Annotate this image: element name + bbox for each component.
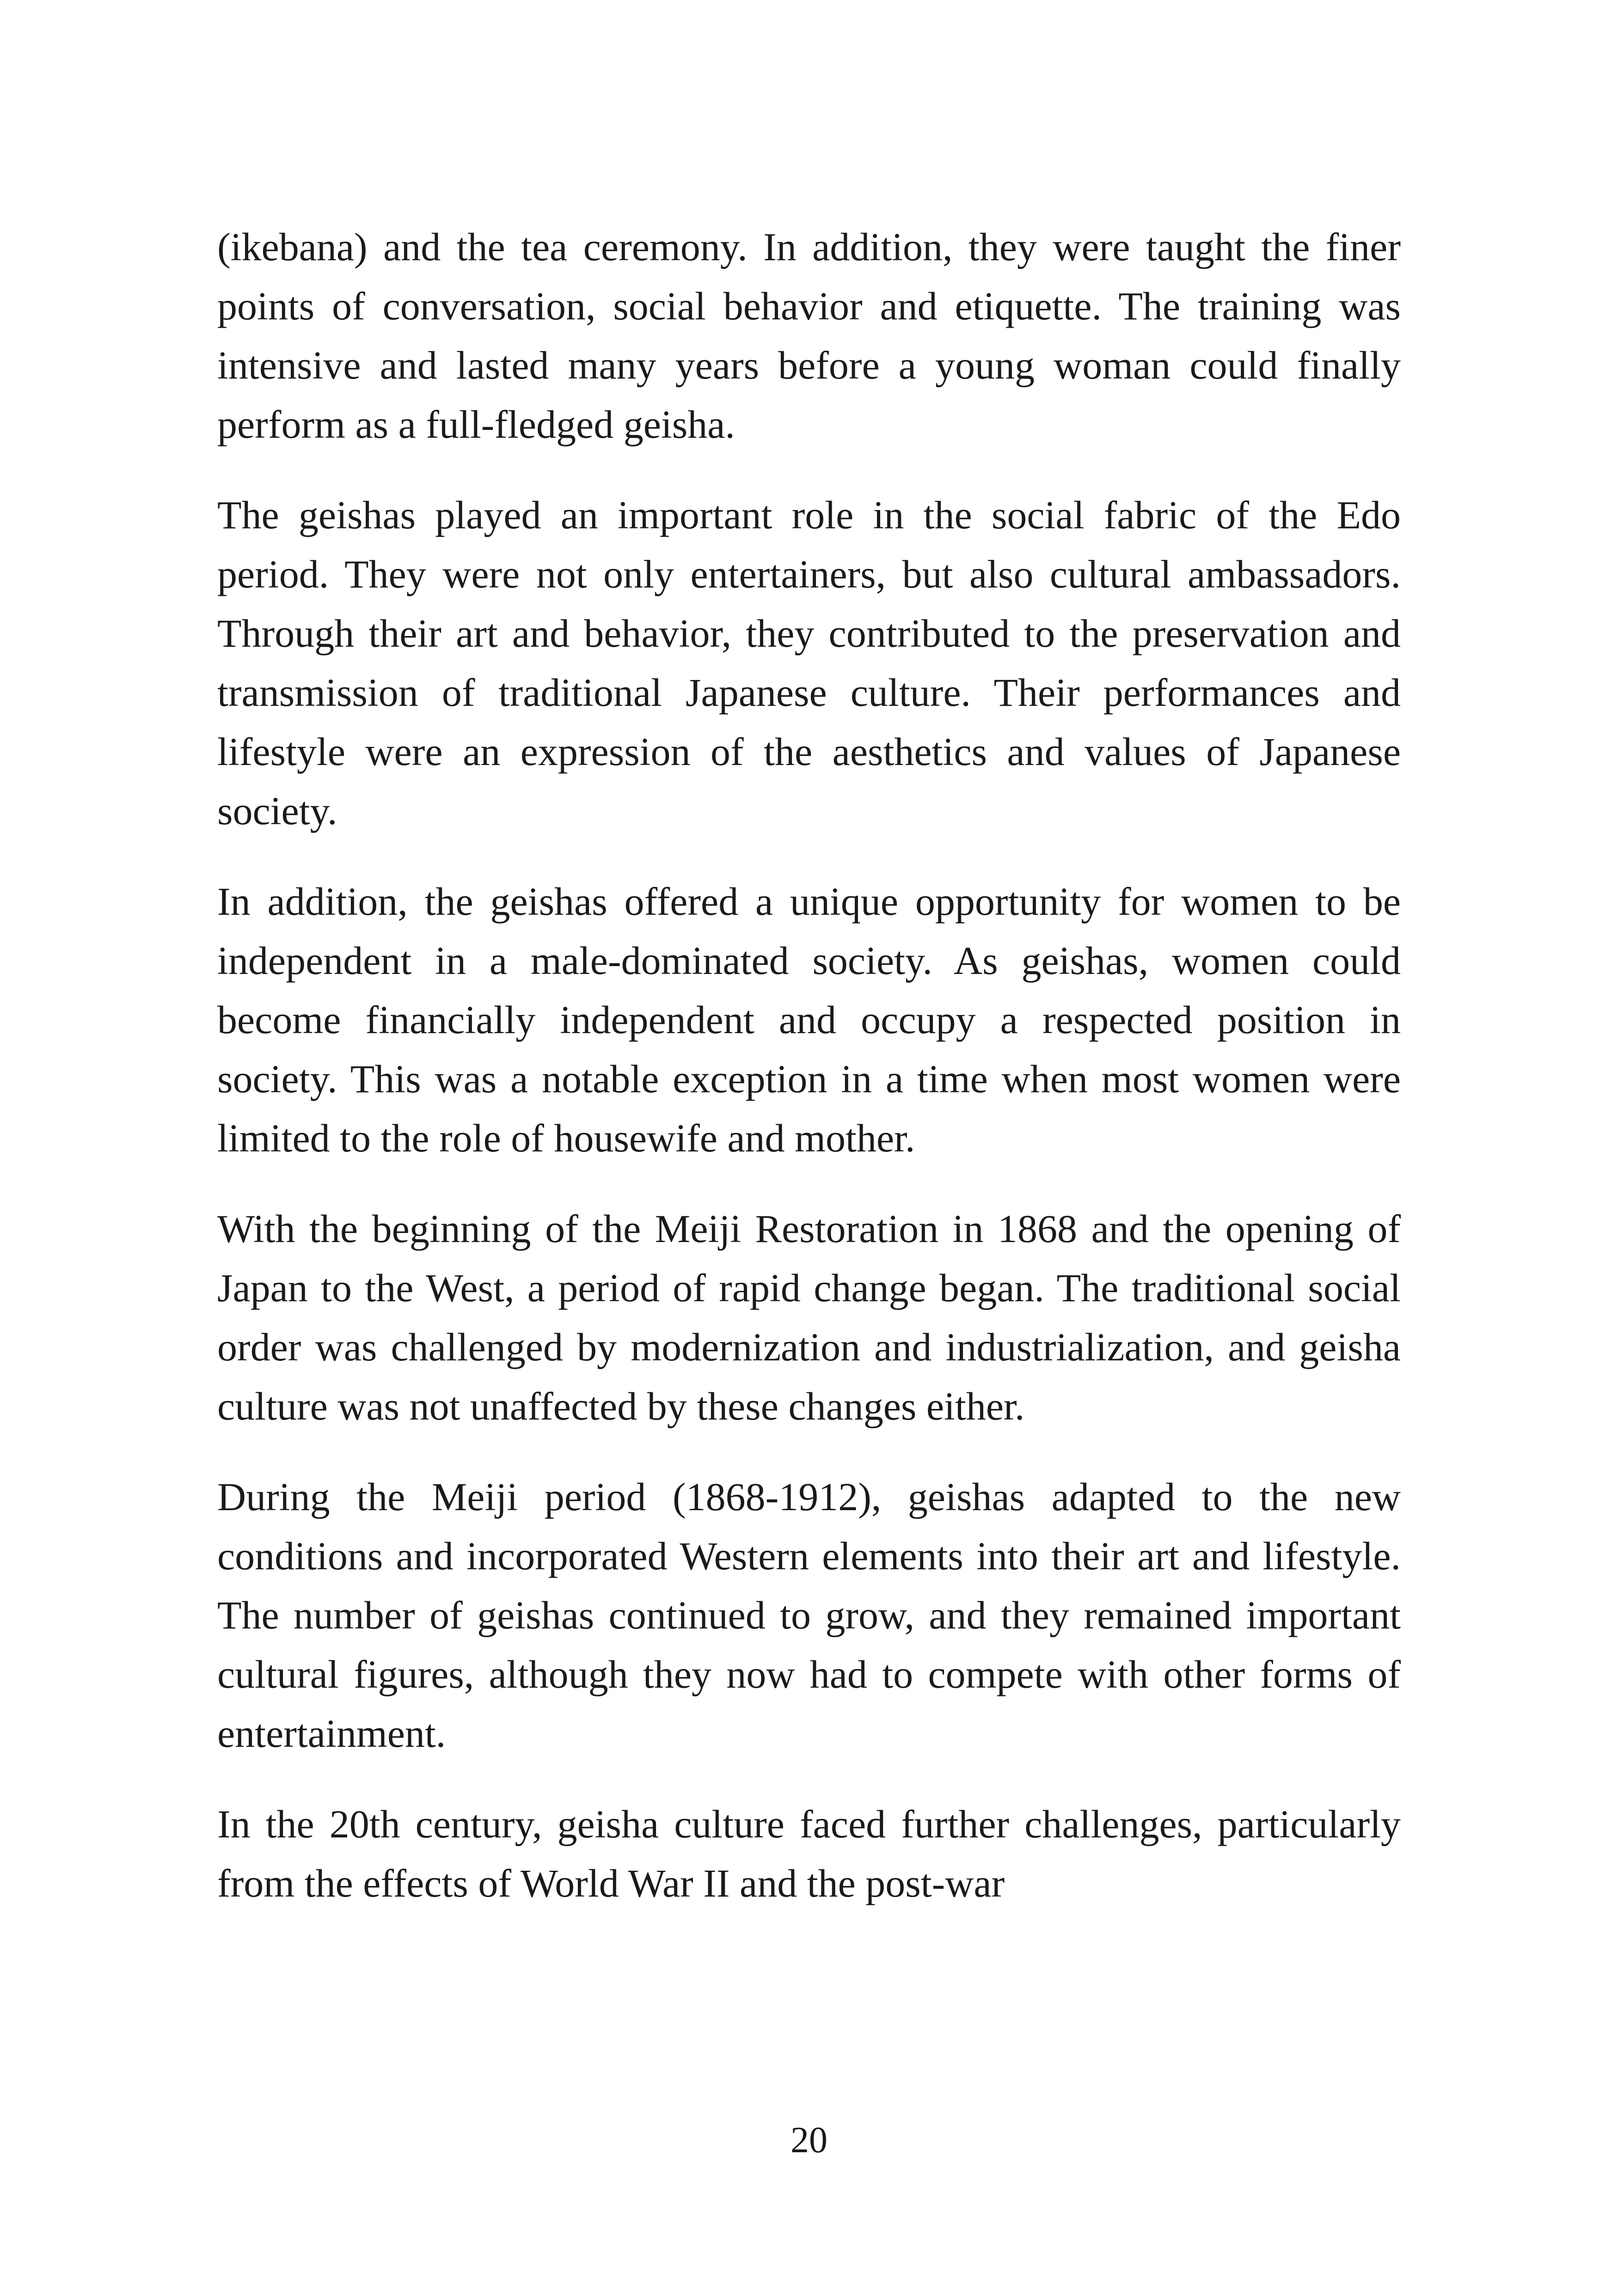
body-text (217, 217, 1401, 1944)
paragraph-edo-social-role: The geishas played an important role in the social fabric of the Edo period. They were not only entertainers, but also cultural ambassadors. Through their art and behavior, they contributed to the preservation and transmission of traditional Japanese culture. Their performances and lifestyle were an expression of the aesthetics and values of Japanese society. (217, 493, 1401, 833)
paragraph-women-independence: In addition, the geishas offered a unique opportunity for women to be independent in a male-dominated society. As geishas, women could become financially independent and occupy a respected position in society. This was a notable exception in a time when most women were limited to the role of housewife and mother. (217, 879, 1401, 1160)
paragraph-20th-century: In the 20th century, geisha culture faced further challenges, particularly from the effects of World War II and the post-war (217, 1802, 1401, 1905)
page-number: 20 (791, 2120, 827, 2161)
paragraph-meiji-restoration: With the beginning of the Meiji Restoration in 1868 and the opening of Japan to the West, a period of rapid change began. The traditional social order was challenged by modernization and industrialization, and geisha culture was not unaffected by these changes either. (217, 1206, 1401, 1428)
paragraph-ikebana-training: (ikebana) and the tea ceremony. In addition, they were taught the finer points of conversation, social behavior and etiquette. The training was intensive and lasted many years before a young woman could finally perform as a full-fledged geisha. (217, 225, 1401, 447)
paragraph-meiji-period: During the Meiji period (1868-1912), geishas adapted to the new conditions and incorporated Western elements into their art and lifestyle. The number of geishas continued to grow, and they remained important cultural figures, although they now had to compete with other forms of entertainment. (217, 1475, 1401, 1756)
